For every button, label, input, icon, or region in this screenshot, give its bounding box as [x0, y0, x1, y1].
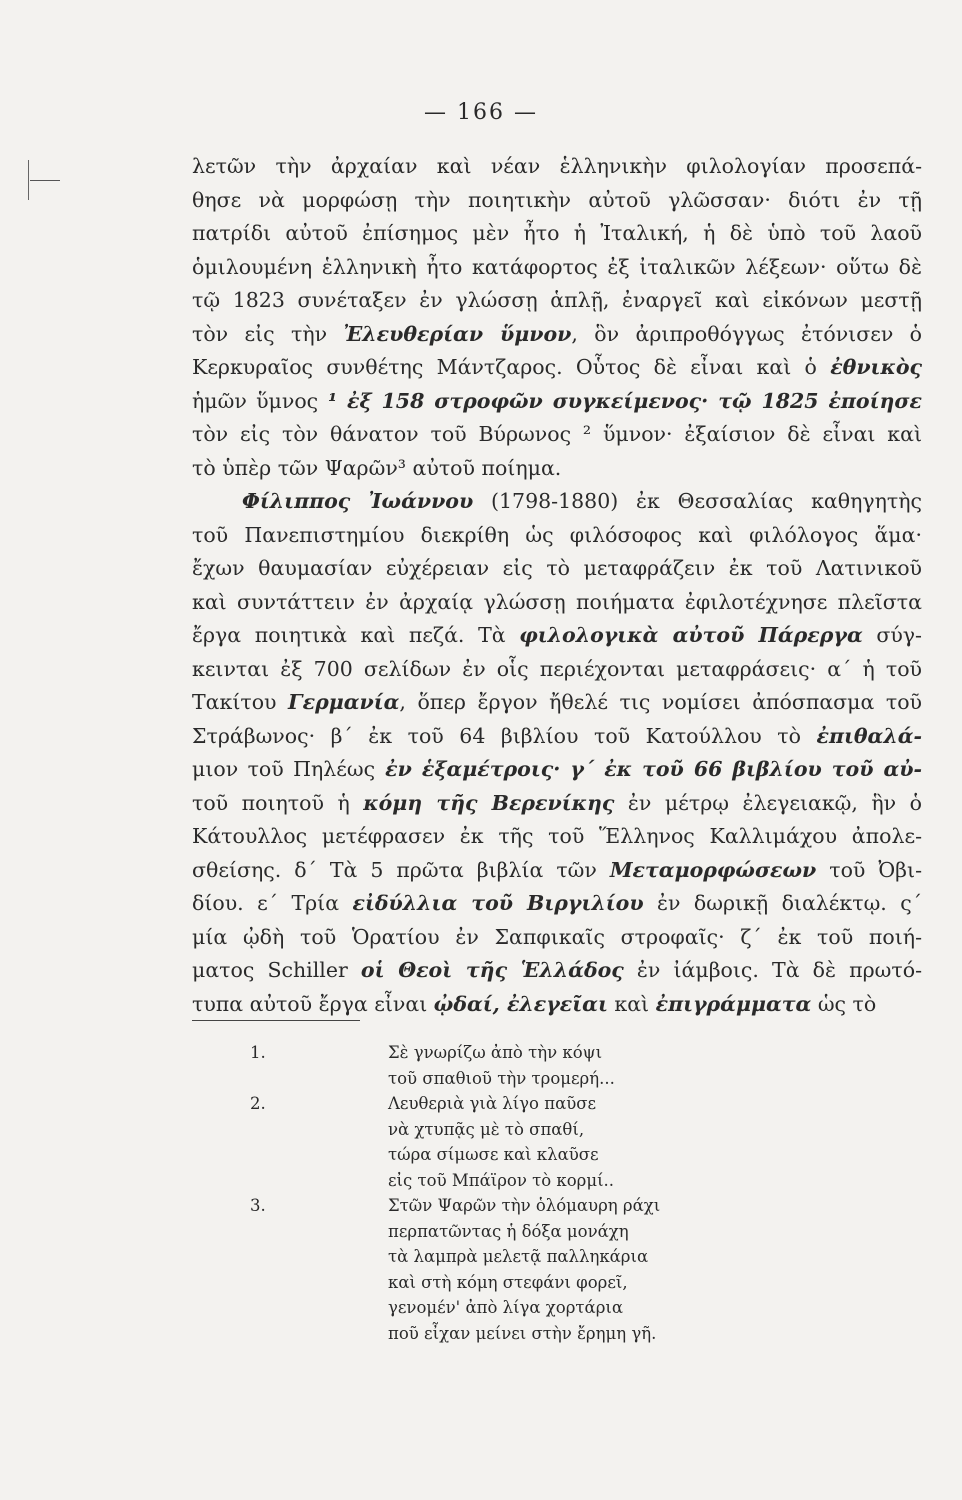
footnote — [240, 1091, 800, 1193]
body-line: τοῦ ποιητοῦ ἡ κόμη τῆς Βερενίκης ἐν μέτρῳ ἐλεγειακῷ, ἣν ὁ — [192, 790, 922, 815]
footnotes — [240, 1040, 800, 1346]
body-line: Κερκυραῖος συνθέτης Μάντζαρος. Οὗτος δὲ εἶναι καὶ ὁ ἐθνικὸς — [192, 355, 922, 379]
body-line: θησε νὰ μορφώσῃ τὴν ποιητικὴν αὐτοῦ γλῶσσαν· διότι ἐν τῇ — [192, 187, 922, 212]
footnote-number: 3. — [250, 1196, 266, 1215]
body-line: ἔργα ποιητικὰ καὶ πεζά. Τὰ φιλολογικὰ αὐτοῦ Πάρεργα σύγ- — [192, 623, 922, 647]
emphasis: Γερμανία — [288, 690, 400, 714]
emphasis: ᾠδαί, ἐλεγεῖαι — [433, 991, 608, 1016]
body-line: Φίλιππος Ἰωάννου (1798-1880) ἐκ Θεσσαλίας καθηγητὴς — [242, 489, 922, 513]
emphasis: ἐθνικὸς — [830, 355, 922, 379]
emphasis: ἐν ἑξαμέτροις· γ΄ ἐκ τοῦ 66 βιβλίου τοῦ αὐ- — [375, 757, 922, 781]
body-line: Κάτουλλος μετέφρασεν ἐκ τῆς τοῦ Ἕλληνος Καλλιμάχου ἀπολε- — [192, 824, 922, 848]
emphasis: φιλολογικὰ αὐτοῦ Πάρεργα — [519, 623, 863, 647]
body-line: σθείσης. δ΄ Τὰ 5 πρῶτα βιβλία τῶν Μεταμορφώσεων τοῦ Ὀβι- — [192, 857, 922, 882]
footnote-line: τὰ λαμπρὰ μελετᾷ παλληκάρια — [388, 1247, 649, 1266]
footnote-line: τοῦ σπαθιοῦ τὴν τρομερή... — [388, 1068, 615, 1088]
footnote-line: περπατῶντας ἡ δόξα μονάχη — [388, 1221, 629, 1241]
body-line: μιον τοῦ Πηλέως ἐν ἑξαμέτροις· γ΄ ἐκ τοῦ 66 βιβλίου τοῦ αὐ- — [192, 757, 922, 781]
body-line: ματος Schiller οἱ Θεοὶ τῆς Ἑλλάδος ἐν ἰάμβοις. Τὰ δὲ πρωτό- — [192, 958, 922, 982]
body-line: ἔχων θαυμασίαν εὐχέρειαν εἰς τὸ μεταφράζειν ἐκ τοῦ Λατινικοῦ — [192, 556, 922, 580]
footnote-line: γενομέν' ἀπὸ λίγα χορτάρια — [388, 1298, 624, 1317]
body-line: τὸν εἰς τὸν θάνατον τοῦ Βύρωνος ² ὕμνον· ἐξαίσιον δὲ εἶναι καὶ — [192, 422, 922, 446]
emphasis: ἐπιθαλά- — [816, 723, 922, 748]
emphasis: Μεταμορφώσεων — [609, 857, 817, 882]
footnote-number: 1. — [250, 1043, 266, 1062]
footnote-line: Στῶν Ψαρῶν τὴν ὁλόμαυρη ράχι — [388, 1196, 661, 1215]
body-line: τῷ 1823 συνέταξεν ἐν γλώσσῃ ἁπλῇ, ἐναργεῖ καὶ εἰκόνων μεστῇ — [192, 288, 922, 312]
emphasis: κόμη τῆς Βερενίκης — [363, 790, 615, 815]
emphasis: Φίλιππος Ἰωάννου — [242, 489, 474, 513]
footnote-number: 2. — [250, 1094, 266, 1113]
body-line: ὁμιλουμένη ἑλληνικὴ ἦτο κατάφορτος ἐξ ἰταλικῶν λέξεων· οὕτω δὲ — [192, 254, 922, 279]
body-line: ἡμῶν ὕμνος ¹ ἐξ 158 στροφῶν συγκείμενος· τῷ 1825 ἐποίησε — [192, 388, 922, 413]
body-text — [192, 150, 922, 1021]
body-line: λετῶν τὴν ἀρχαίαν καὶ νέαν ἑλληνικὴν φιλολογίαν προσεπά- — [192, 154, 922, 178]
footnote-rule — [192, 1020, 360, 1021]
body-line: τὸν εἰς τὴν Ἐλευθερίαν ὕμνον, ὃν ἀριπροθόγγως ἐτόνισεν ὁ — [192, 321, 923, 346]
body-line: μία ᾠδὴ τοῦ Ὁρατίου ἐν Σαπφικαῖς στροφαῖς· ζ΄ ἐκ τοῦ ποιή- — [192, 924, 922, 949]
body-line: καὶ συντάττειν ἐν ἀρχαίᾳ γλώσσῃ ποιήματα ἐφιλοτέχνησε πλεῖστα — [192, 589, 922, 614]
margin-line — [28, 160, 29, 200]
footnote-line: νὰ χτυπᾷς μὲ τὸ σπαθί, — [388, 1119, 585, 1139]
emphasis: οἱ Θεοὶ τῆς Ἑλλάδος — [360, 958, 624, 982]
body-line: δίου. ε΄ Τρία εἰδύλλια τοῦ Βιργιλίου ἐν δωρικῇ διαλέκτῳ. ς΄ — [192, 891, 922, 915]
emphasis: ¹ ἐξ 158 στροφῶν συγκείμενος· τῷ 1825 ἐποίησε — [318, 388, 922, 413]
footnote-line: εἰς τοῦ Μπάϊρον τὸ κορμί.. — [388, 1170, 615, 1190]
body-line: κεινται ἐξ 700 σελίδων ἐν οἷς περιέχονται μεταφράσεις· α΄ ἡ τοῦ — [192, 656, 922, 681]
footnote-line: τώρα σίμωσε καὶ κλαῦσε — [388, 1145, 599, 1164]
footnote — [240, 1040, 800, 1091]
footnote-line: Σὲ γνωρίζω ἀπὸ τὴν κόψι — [388, 1043, 603, 1062]
emphasis: εἰδύλλια τοῦ Βιργιλίου — [352, 891, 644, 915]
footnote-line: Λευθεριὰ γιὰ λίγο παῦσε — [388, 1094, 597, 1113]
margin-mark — [30, 180, 60, 181]
body-line: πατρίδι αὐτοῦ ἐπίσημος μὲν ἦτο ἡ Ἰταλική, ἡ δὲ ὑπὸ τοῦ λαοῦ — [192, 221, 922, 245]
footnote — [240, 1193, 800, 1346]
emphasis: Ἐλευθερίαν ὕμνον — [343, 321, 572, 346]
emphasis: ἐπιγράμματα — [655, 991, 812, 1016]
page-number: — 166 — — [424, 100, 538, 125]
body-line: Τακίτου Γερμανία, ὅπερ ἔργον ἤθελέ τις νομίσει ἀπόσπασμα τοῦ — [192, 690, 922, 714]
body-line: τυπα αὐτοῦ ἔργα εἶναι ᾠδαί, ἐλεγεῖαι καὶ ἐπιγράμματα ὡς τὸ — [192, 991, 877, 1016]
body-line: τὸ ὑπὲρ τῶν Ψαρῶν³ αὐτοῦ ποίημα. — [192, 455, 562, 480]
body-line: Στράβωνος· β΄ ἐκ τοῦ 64 βιβλίου τοῦ Κατούλλου τὸ ἐπιθαλά- — [192, 723, 922, 748]
footnote-line: ποῦ εἶχαν μείνει στὴν ἔρημη γῆ. — [388, 1323, 657, 1343]
footnote-line: καὶ στὴ κόμη στεφάνι φορεῖ, — [388, 1272, 628, 1292]
body-line: τοῦ Πανεπιστημίου διεκρίθη ὡς φιλόσοφος καὶ φιλόλογος ἅμα· — [192, 522, 922, 547]
